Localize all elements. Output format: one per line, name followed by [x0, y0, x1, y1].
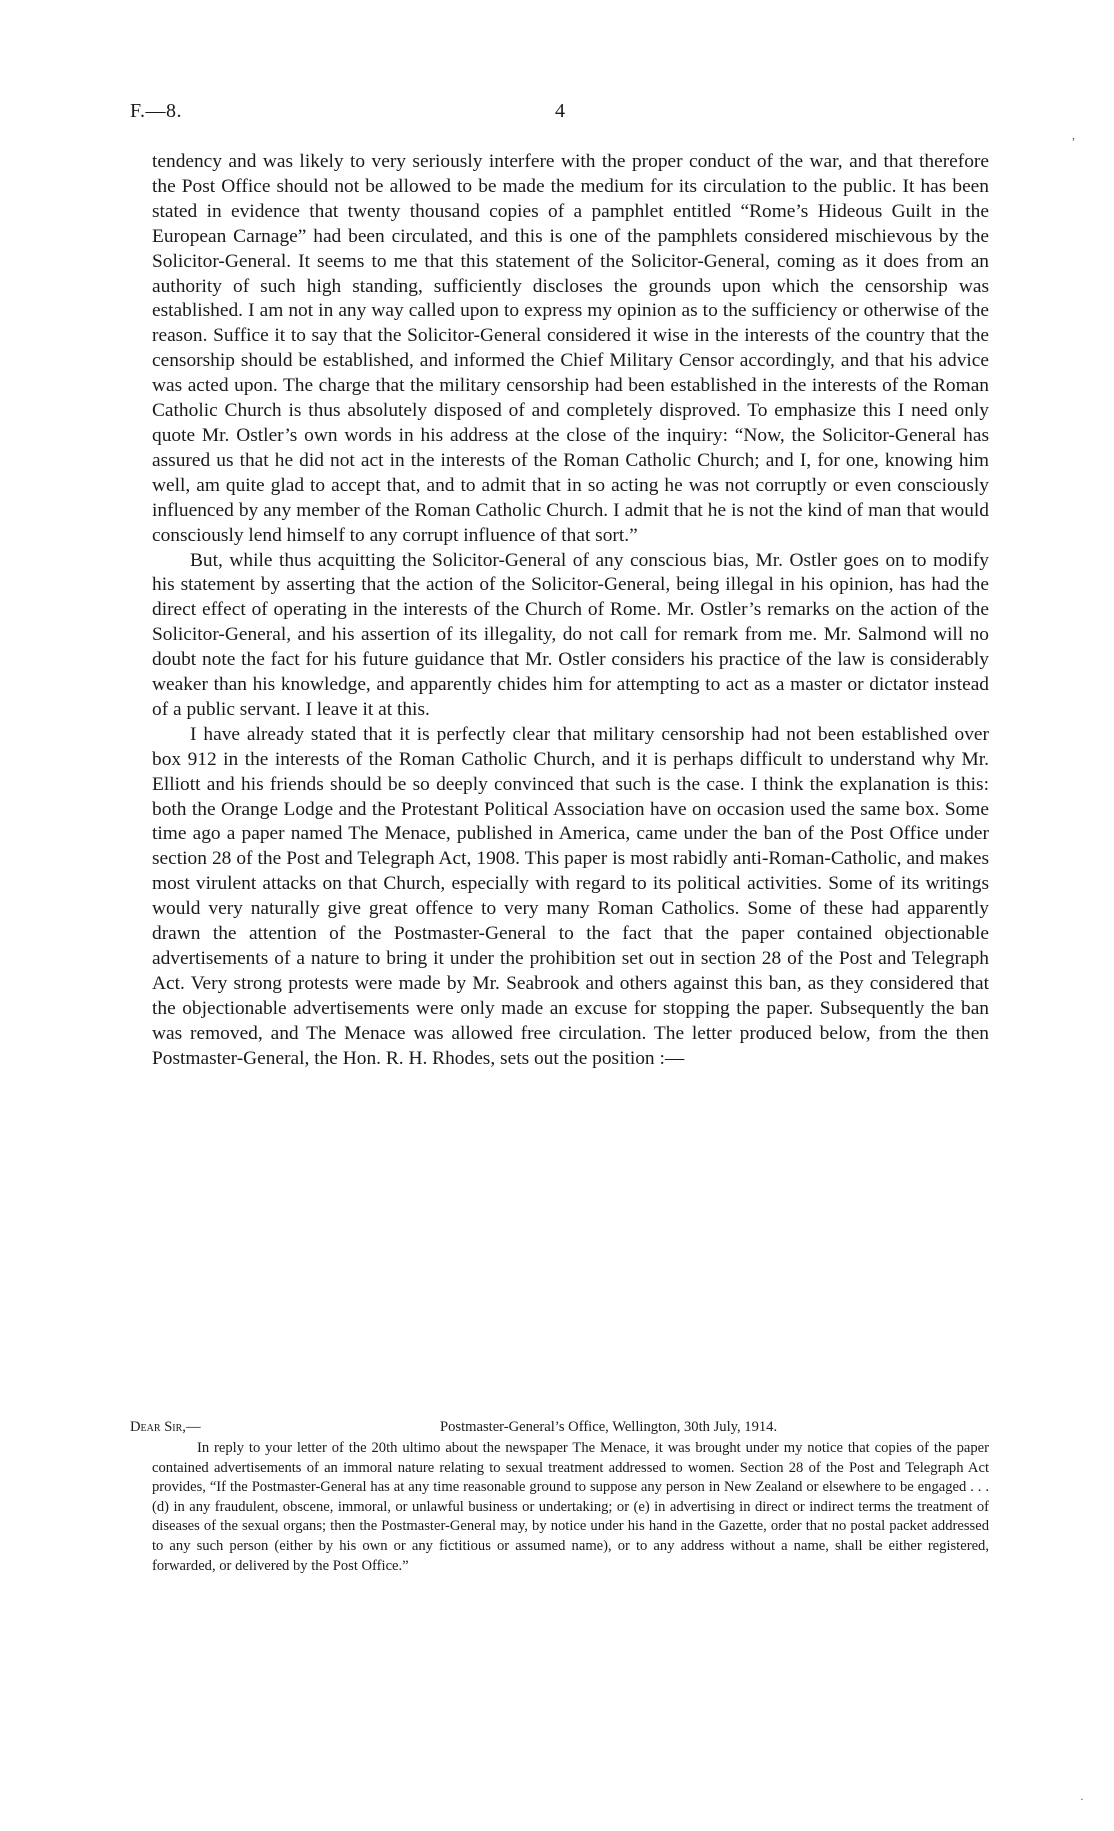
- letter-address: Postmaster-General’s Office, Wellington, 30th July, 1914.: [440, 1419, 778, 1435]
- letter-salutation: Dear Sir,—: [130, 1419, 201, 1435]
- letter-heading: [130, 1418, 989, 1438]
- paragraph-menace-ban: I have already stated that it is perfectly clear that military censorship had not been established over box 912 in the interests of the Roman Catholic Church, and it is perhaps difficult to understand why Mr. Elliott and his friends should be so deeply convinced that such is the case. I think the explanation is this: both the Orange Lodge and the Protestant Political Association have on occasion used the same box. Some time ago a paper named The Menace, published in America, came under the ban of the Post Office under section 28 of the Post and Telegraph Act, 1908. This paper is most rabidly anti-Roman-Catholic, and makes most virulent attacks on that Church, especially with regard to its political activities. Some of its writings would very naturally give great offence to very many Roman Catholics. Some of these had apparently drawn the attention of the Postmaster-General to the fact that the paper contained objectionable advertisements of a nature to bring it under the prohibition set out in section 28 of the Post and Telegraph Act. Very strong protests were made by Mr. Seabrook and others against this ban, as they considered that the objectionable advertisements were only made an excuse for stopping the paper. Subsequently the ban was removed, and The Menace was allowed free circulation. The letter produced below, from the then Postmaster-General, the Hon. R. H. Rhodes, sets out the position :—: [152, 723, 989, 1069]
- margin-speck: ,: [1072, 128, 1075, 142]
- quoted-letter: [130, 1418, 989, 1576]
- letter-body: [130, 1439, 989, 1576]
- margin-speck: ·: [1080, 1792, 1084, 1806]
- main-text: [152, 150, 989, 1072]
- paragraph-ostler-bias: But, while thus acquitting the Solicitor-General of any conscious bias, Mr. Ostler goes on to modify his statement by asserting that the action of the Solicitor-General, being illegal in his opinion, has had the direct effect of operating in the interests of the Church of Rome. Mr. Ostler’s remarks on the action of the Solicitor-General, and his assertion of its illegality, do not call for remark from me. Mr. Salmond will no doubt note the fact for his future guidance that Mr. Ostler considers his practice of the law is considerably weaker than his knowledge, and apparently chides him for attempting to act as a master or dictator instead of a public servant. I leave it at this.: [152, 549, 989, 720]
- page-header: [130, 100, 990, 130]
- letter-paragraph: In reply to your letter of the 20th ultimo about the newspaper The Menace, it was brought under my notice that copies of the paper contained advertisements of an immoral nature relating to sexual treatment addressed to women. Section 28 of the Post and Telegraph Act provides, “If the Postmaster-General has at any time reasonable ground to suppose any person in New Zealand or elsewhere to be engaged . . . (d) in any fraudulent, obscene, immoral, or unlawful business or undertaking; or (e) in advertising in direct or indirect terms the treatment of diseases of the sexual organs; then the Postmaster-General may, by notice under his hand in the Gazette, order that no postal packet addressed to any such person (either by his own or any fictitious or assumed name), or to any address without a name, shall be either registered, forwarded, or delivered by the Post Office.”: [152, 1440, 989, 1574]
- parliamentary-paper-reference: F.—8.: [130, 100, 183, 122]
- paragraph-continuation: tendency and was likely to very seriously interfere with the proper conduct of the war, and that therefore the Post Office should not be allowed to be made the medium for its circulation to the public. It has been stated in evidence that twenty thousand copies of a pamphlet entitled “Rome’s Hideous Guilt in the European Carnage” had been circulated, and this is one of the pamphlets considered mischievous by the Solicitor-General. It seems to me that this statement of the Solicitor-General, coming as it does from an authority of such high standing, sufficiently discloses the grounds upon which the censorship was established. I am not in any way called upon to express my opinion as to the sufficiency or otherwise of the reason. Suffice it to say that the Solicitor-General considered it wise in the interests of the country that the censorship should be established, and informed the Chief Military Censor accordingly, and that his advice was acted upon. The charge that the military censorship had been established in the interests of the Roman Catholic Church is thus absolutely disposed of and completely disproved. To emphasize this I need only quote Mr. Ostler’s own words in his address at the close of the inquiry: “Now, the Solicitor-General has assured us that he did not act in the interests of the Roman Catholic Church; and I, for one, knowing him well, am quite glad to accept that, and to admit that in so acting he was not corruptly or even consciously influenced by any member of the Roman Catholic Church. I admit that he is not the kind of man that would consciously lend himself to any corrupt influence of that sort.”: [152, 151, 989, 546]
- page-number: 4: [555, 100, 565, 122]
